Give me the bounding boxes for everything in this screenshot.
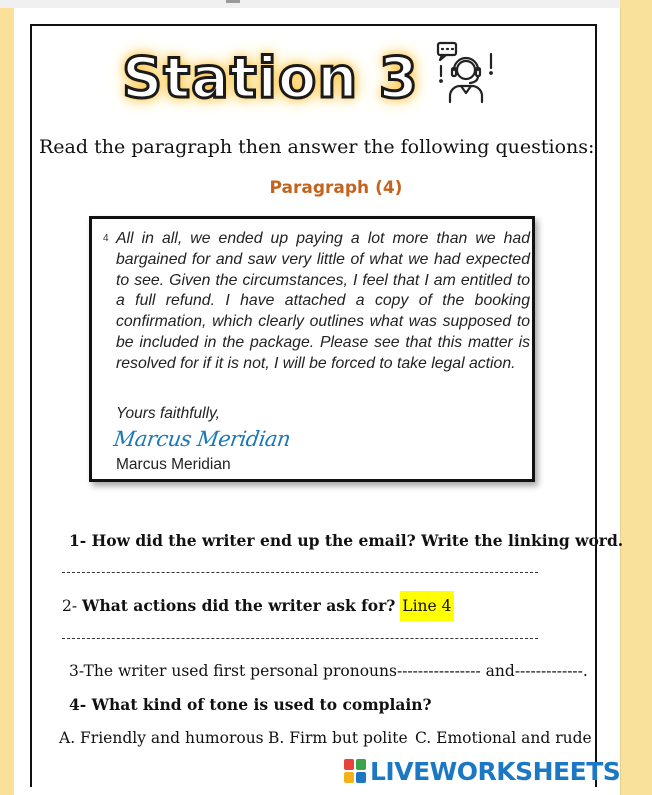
- option-c[interactable]: C. Emotional and rude: [415, 729, 592, 747]
- handwritten-signature: Marcus Meridian: [112, 427, 292, 451]
- question-1: 1- How did the writer end up the email? Write the linking word.: [69, 531, 624, 550]
- option-a[interactable]: A. Friendly and humorous: [59, 729, 264, 747]
- answer-line-1[interactable]: [62, 572, 538, 573]
- paragraph-text: All in all, we ended up paying a lot more than we had bargained for and saw very little of what we had expected to see. Given the circumstances, I feel that I am entitled to a full refund. I have attached a copy of the booking confirmation, which clearly outlines what was supposed to be included in the package. Please see that this matter is resolved for if it is not, I will be forced to take legal action.: [116, 230, 530, 372]
- option-b[interactable]: B. Firm but polite: [268, 729, 408, 747]
- question-3: 3-The writer used first personal pronouns---------------- and-------------.: [69, 662, 588, 680]
- question-4: 4- What kind of tone is used to complain?: [69, 695, 432, 714]
- liveworksheets-icon: [344, 759, 366, 783]
- letter-closing: Yours faithfully,: [116, 405, 220, 422]
- question-2-number: 2-: [62, 597, 83, 615]
- paragraph-number: 4: [103, 233, 109, 244]
- printed-name: Marcus Meridian: [116, 456, 231, 473]
- question-2: [62, 596, 454, 615]
- top-bar: [0, 0, 620, 8]
- paragraph-heading: Paragraph (4): [269, 178, 403, 198]
- customer-service-agent-icon: [432, 40, 500, 106]
- question-2-text: What actions did the writer ask for?: [82, 596, 396, 615]
- liveworksheets-logo: [344, 757, 620, 785]
- station-title: Station 3: [122, 46, 419, 111]
- answer-line-2[interactable]: [62, 638, 538, 639]
- liveworksheets-wordmark: LIVEWORKSHEETS: [370, 756, 621, 786]
- scroll-marker: [226, 0, 240, 3]
- instruction-text: Read the paragraph then answer the following questions:: [39, 136, 595, 158]
- paragraph-box: [89, 216, 535, 482]
- line-hint-badge: Line 4: [400, 591, 453, 621]
